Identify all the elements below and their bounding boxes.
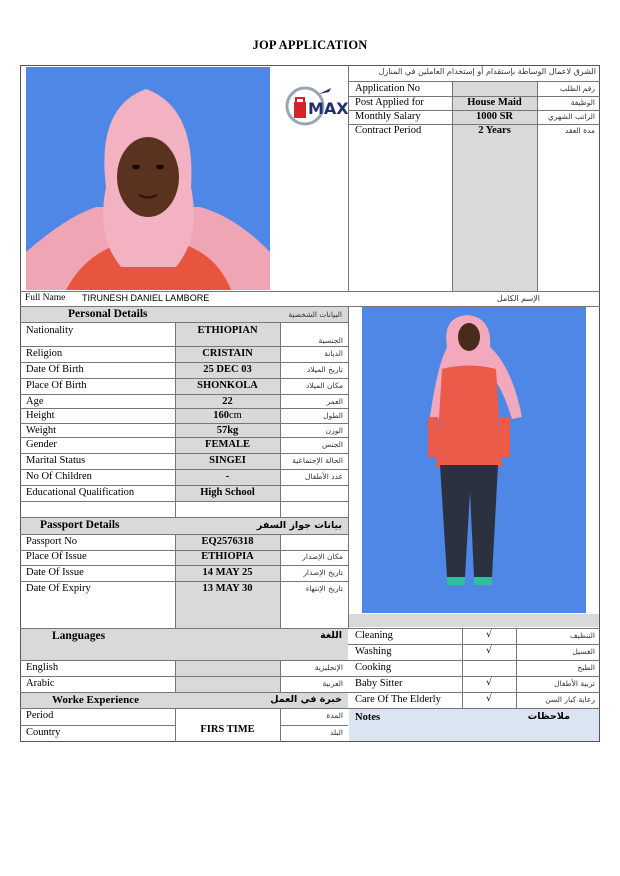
personal-label: No Of Children xyxy=(26,471,92,482)
skill-label-arabic: الطبخ xyxy=(577,663,595,672)
personal-heading-arabic: البيانات الشخصية xyxy=(288,310,342,319)
experience-heading-arabic: خبرة في العمل xyxy=(270,694,342,705)
row-divider xyxy=(20,676,348,677)
skill-label-arabic: رعاية كبار السن xyxy=(545,695,595,704)
language-label: Arabic xyxy=(26,678,55,689)
passport-value: EQ2576318 xyxy=(201,536,254,547)
full-name-value: TIRUNESH DANIEL LAMBORE xyxy=(82,293,210,303)
personal-value: 25 DEC 03 xyxy=(203,364,252,375)
personal-label-arabic: الجنسية xyxy=(318,336,343,345)
agency-logo xyxy=(283,82,349,130)
languages-heading: Languages xyxy=(52,630,106,642)
notes-arabic: ملاحظات xyxy=(527,711,570,722)
language-label: English xyxy=(26,662,59,673)
passport-label: Date Of Issue xyxy=(26,567,84,578)
personal-value: High School xyxy=(200,487,255,498)
skill-checkmark: √ xyxy=(486,646,492,656)
personal-label-arabic: الوزن xyxy=(325,426,343,435)
passport-label: Place Of Issue xyxy=(26,551,87,562)
personal-value: CRISTAIN xyxy=(202,348,253,359)
application-label: Application No xyxy=(355,83,421,94)
language-label-arabic: الإنجليزية xyxy=(314,663,343,672)
skill-label: Care Of The Elderly xyxy=(355,694,441,705)
application-value: 1000 SR xyxy=(475,111,514,122)
notes-label: Notes xyxy=(355,712,381,723)
personal-label-arabic: عدد الأطفال xyxy=(305,472,343,481)
experience-label: Period xyxy=(26,710,54,721)
personal-label-arabic: تاريخ الميلاد xyxy=(306,365,343,374)
experience-heading: Worke Experience xyxy=(52,694,140,706)
application-label: Post Applied for xyxy=(355,97,424,108)
languages-heading-arabic: اللغة xyxy=(320,630,342,641)
personal-label-arabic: الطول xyxy=(323,411,343,420)
passport-label-arabic: تاريخ الإصدار xyxy=(303,568,343,577)
personal-value: 22 xyxy=(222,396,233,407)
application-label-arabic: الوظيفة xyxy=(570,98,595,107)
personal-label-arabic: الحالة الإجتماعية xyxy=(292,456,343,465)
application-label-arabic: مدة العقد xyxy=(565,126,595,135)
passport-heading-arabic: بيانات جواز السفر xyxy=(256,520,342,531)
personal-label: Educational Qualification xyxy=(26,487,135,498)
skill-label-arabic: التنظيف xyxy=(569,631,595,640)
skill-checkmark: √ xyxy=(486,678,492,688)
skill-checkmark: √ xyxy=(486,630,492,640)
agency-arabic-name: الشرق لاعمال الوساطة بإستقدام أو إستخدام العاملين في المنازل xyxy=(378,67,596,76)
application-label: Contract Period xyxy=(355,125,422,136)
full-name-label: Full Name xyxy=(25,293,66,303)
personal-label-arabic: الديانة xyxy=(324,349,343,358)
passport-heading: Passport Details xyxy=(40,519,120,531)
personal-label: Age xyxy=(26,396,44,407)
passport-value: 14 MAY 25 xyxy=(202,567,253,578)
personal-value: SINGEI xyxy=(209,455,246,466)
passport-value: ETHIOPIA xyxy=(201,551,254,562)
skill-checkmark: √ xyxy=(486,694,492,704)
personal-label: Weight xyxy=(26,425,57,436)
application-value: House Maid xyxy=(467,97,522,108)
portrait-photo xyxy=(26,67,270,290)
full-body-photo xyxy=(362,307,586,613)
personal-heading: Personal Details xyxy=(68,308,148,320)
application-label: Monthly Salary xyxy=(355,111,421,122)
passport-label-arabic: مكان الإصدار xyxy=(302,552,343,561)
full-name-arabic: الإسم الكامل xyxy=(496,294,540,303)
personal-value: - xyxy=(225,471,230,482)
language-label-arabic: العربية xyxy=(322,679,343,688)
application-label-arabic: الراتب الشهري xyxy=(548,112,595,121)
page-title: JOP APPLICATION xyxy=(252,38,368,52)
experience-value: FIRS TIME xyxy=(200,724,255,735)
skill-label: Washing xyxy=(355,646,392,657)
passport-value: 13 MAY 30 xyxy=(202,583,253,594)
application-value: 2 Years xyxy=(478,125,511,136)
personal-label-arabic: الجنس xyxy=(321,440,343,449)
skill-label-arabic: تربية الأطفال xyxy=(554,679,595,688)
personal-label: Place Of Birth xyxy=(26,380,87,391)
logo-text: MAX xyxy=(308,99,349,118)
personal-label: Date Of Birth xyxy=(26,364,84,375)
personal-label-arabic: مكان الميلاد xyxy=(305,381,343,390)
passport-label: Date Of Expiry xyxy=(26,583,91,594)
experience-label-arabic: المدة xyxy=(326,711,343,720)
height-unit: cm xyxy=(228,410,242,421)
photo-bottom-band xyxy=(349,614,599,627)
skill-label: Cleaning xyxy=(355,630,393,641)
personal-label-arabic: العمر xyxy=(326,397,343,406)
personal-label: Marital Status xyxy=(26,455,86,466)
personal-value: ETHIOPIAN xyxy=(197,325,258,336)
experience-label: Country xyxy=(26,727,61,738)
personal-value: FEMALE xyxy=(205,439,250,450)
skill-label-arabic: الغسيل xyxy=(572,647,595,656)
personal-value: SHONKOLA xyxy=(197,380,258,391)
skill-label: Cooking xyxy=(355,662,392,673)
personal-label: Religion xyxy=(26,348,63,359)
row-divider xyxy=(20,501,348,502)
passport-label: Passport No xyxy=(26,536,78,547)
personal-label: Nationality xyxy=(26,325,74,336)
experience-label-arabic: البلد xyxy=(329,728,343,737)
skill-label: Baby Sitter xyxy=(355,678,403,689)
personal-label: Gender xyxy=(26,439,57,450)
passport-label-arabic: تاريخ الإنتهاء xyxy=(305,584,343,593)
personal-label: Height xyxy=(26,410,55,421)
height-number: 160 xyxy=(213,410,229,421)
application-label-arabic: رقم الطلب xyxy=(560,84,595,93)
personal-value xyxy=(175,409,280,422)
personal-value: 57kg xyxy=(216,425,239,436)
